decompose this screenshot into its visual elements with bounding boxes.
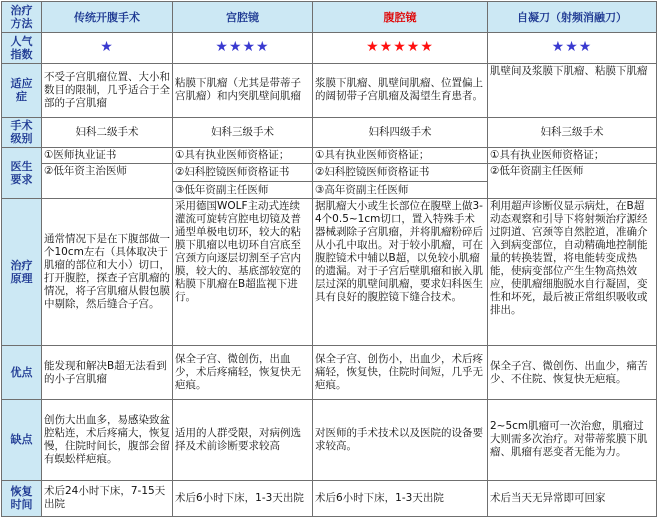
doctor-hysteroscopy-2: ②妇科腔镜医师资格证书 [173, 164, 313, 182]
principle-rf-ablation: 利用超声诊断仪显示病灶，在B超动态观察和引导下将射频治疗源经过阴道、宫颈等自然腔道，准确介入到病变部位，自动精确地控制能量的转换装置，将电能转变成热能，使病变部位产生生物高热效应，使肌瘤细胞脱水自行凝固，变性和坏死，最后被正常组织吸收或排出。 [488, 199, 657, 346]
indication-row [2, 64, 657, 118]
header-rf-ablation: 自凝刀（射频消融刀） [488, 2, 657, 33]
advantage-hysteroscopy: 保全子宫、微创伤，出血少，术后疼痛轻，恢复快无疤痕。 [173, 346, 313, 400]
advantage-rf-ablation: 保全子宫、微创伤、出血少，痛苦少、不住院、恢复快无疤痕。 [488, 346, 657, 400]
doctor-laparoscopy-3: ③高年资副主任医师 [313, 181, 488, 199]
indication-laparoscopy: 浆膜下肌瘤、肌壁间肌瘤、位置偏上的阔韧带子宫肌瘤及渴望生育患者。 [313, 64, 488, 118]
disadvantage-row [2, 400, 657, 481]
advantage-row [2, 346, 657, 400]
level-hysteroscopy: 妇科三级手术 [173, 117, 313, 147]
recovery-open-surgery: 术后24小时下床，7-15天出院 [42, 480, 173, 516]
popularity-laparoscopy [313, 33, 488, 64]
header-laparoscopy: 腹腔镜 [313, 2, 488, 33]
principle-open-surgery: 通常情况下是在下腹部做一个10cm左右（具体取决于肌瘤的部位和大小）切口，打开腹腔，探查子宫肌瘤的情况，将子宫肌瘤从假包膜中剔除，然后缝合子宫。 [42, 199, 173, 346]
indication-rf-ablation: 肌壁间及浆膜下肌瘤、粘膜下肌瘤 [488, 64, 657, 118]
popularity-open-surgery [42, 33, 173, 64]
indication-open-surgery: 不受子宫肌瘤位置、大小和数目的限制，几乎适合于全部的子宫肌瘤 [42, 64, 173, 118]
principle-row [2, 199, 657, 346]
principle-laparoscopy: 据肌瘤大小或生长部位在腹壁上做3-4个0.5~1cm切口，置入特殊手术器械剥除子宫肌瘤，并将肌瘤粉碎后从小孔中取出。对于较小肌瘤，可在腹腔镜术中辅以B超，以免较小肌瘤的遗漏。对于子宫后壁肌瘤和嵌入肌层过深的肌壁间肌瘤，要求妇科医生具有良好的腹腔镜下缝合技术。 [313, 199, 488, 346]
header-method: 治疗 方法 [2, 2, 42, 33]
popularity-hysteroscopy [173, 33, 313, 64]
star-rating: ★★★ [551, 39, 593, 56]
doctor-rf-ablation-2: ②低年资副主任医师 [488, 164, 657, 199]
advantage-open-surgery: 能发现和解决B超无法看到的小子宫肌瘤 [42, 346, 173, 400]
level-row [2, 117, 657, 147]
doctor-open-surgery-1: ①医师执业证书 [42, 147, 173, 164]
star-rating: ★ [100, 39, 114, 56]
doctor-laparoscopy-2: ②妇科腔镜医师资格证书 [313, 164, 488, 182]
recovery-row [2, 480, 657, 516]
level-rf-ablation: 妇科三级手术 [488, 117, 657, 147]
disadvantage-label: 缺点 [2, 400, 42, 481]
comparison-table [1, 1, 657, 517]
star-rating: ★★★★ [215, 39, 270, 56]
recovery-laparoscopy: 术后6小时下床，1-3天出院 [313, 480, 488, 516]
doctor-row-2 [2, 164, 657, 182]
doctor-row-1 [2, 147, 657, 164]
indication-label: 适应 症 [2, 64, 42, 118]
disadvantage-rf-ablation: 2~5cm肌瘤可一次治愈，肌瘤过大则需多次治疗。对带蒂浆膜下肌瘤、肌瘤有恶变者无能为力。 [488, 400, 657, 481]
disadvantage-open-surgery: 创伤大出血多，易感染致盆腔粘连，术后疼痛大，恢复慢，住院时间长，腹部会留有蜈蚣样疤痕。 [42, 400, 173, 481]
recovery-hysteroscopy: 术后6小时下床，1-3天出院 [173, 480, 313, 516]
doctor-label: 医生 要求 [2, 147, 42, 199]
indication-hysteroscopy: 粘膜下肌瘤（尤其是带蒂子宫肌瘤）和内突肌壁间肌瘤 [173, 64, 313, 118]
popularity-label: 人气 指数 [2, 33, 42, 64]
level-open-surgery: 妇科二级手术 [42, 117, 173, 147]
principle-label: 治疗 原理 [2, 199, 42, 346]
recovery-label: 恢复 时间 [2, 480, 42, 516]
doctor-open-surgery-2: ②低年资主治医师 [42, 164, 173, 199]
level-label: 手术 级别 [2, 117, 42, 147]
header-row [2, 2, 657, 33]
doctor-hysteroscopy-3: ③低年资副主任医师 [173, 181, 313, 199]
doctor-laparoscopy-1: ①具有执业医师资格证； [313, 147, 488, 164]
level-laparoscopy: 妇科四级手术 [313, 117, 488, 147]
header-open-surgery: 传统开腹手术 [42, 2, 173, 33]
recovery-rf-ablation: 术后当天无异常即可回家 [488, 480, 657, 516]
doctor-rf-ablation-1: ①具有执业医师资格证； [488, 147, 657, 164]
disadvantage-hysteroscopy: 适用的人群受限，对病例选择及术前诊断要求较高 [173, 400, 313, 481]
popularity-row [2, 33, 657, 64]
advantage-laparoscopy: 保全子宫、创伤小，出血少，术后疼痛轻，恢复快，住院时间短，几乎无疤痕。 [313, 346, 488, 400]
principle-hysteroscopy: 采用德国WOLF主动式连续灌流可旋转宫腔电切镜及普通型单极电切环，较大的粘膜下肌瘤以电切环自宫底至宫颈方向逐层切割至子宫内膜，较大的、基底部较宽的粘膜下肌瘤在B超监视下进行。 [173, 199, 313, 346]
disadvantage-laparoscopy: 对医师的手术技术以及医院的设备要求较高。 [313, 400, 488, 481]
advantage-label: 优点 [2, 346, 42, 400]
popularity-rf-ablation [488, 33, 657, 64]
star-rating: ★★★★★ [366, 39, 434, 56]
doctor-hysteroscopy-1: ①具有执业医师资格证； [173, 147, 313, 164]
header-hysteroscopy: 宫腔镜 [173, 2, 313, 33]
